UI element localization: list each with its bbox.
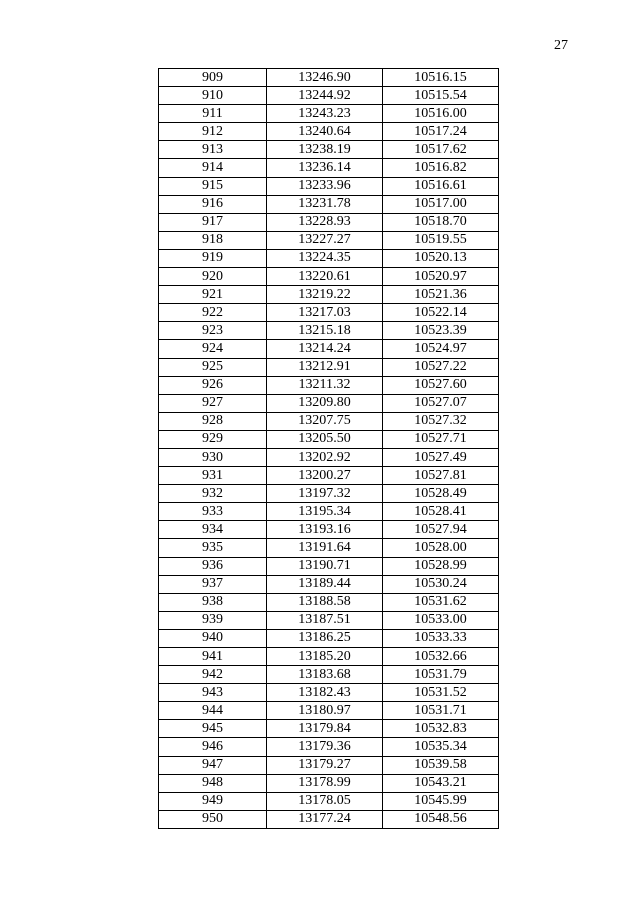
y-coordinate-cell: 10523.39	[383, 322, 499, 340]
point-number-cell: 947	[159, 756, 267, 774]
y-coordinate-cell: 10543.21	[383, 774, 499, 792]
page-number: 27	[554, 38, 568, 53]
x-coordinate-cell: 13200.27	[267, 467, 383, 485]
x-coordinate-cell: 13212.91	[267, 358, 383, 376]
x-coordinate-cell: 13238.19	[267, 141, 383, 159]
point-number-cell: 928	[159, 412, 267, 430]
point-number-cell: 919	[159, 249, 267, 267]
y-coordinate-cell: 10531.62	[383, 593, 499, 611]
table-row	[159, 322, 499, 340]
table-row	[159, 123, 499, 141]
x-coordinate-cell: 13214.24	[267, 340, 383, 358]
x-coordinate-cell: 13179.27	[267, 756, 383, 774]
point-number-cell: 933	[159, 503, 267, 521]
x-coordinate-cell: 13178.05	[267, 792, 383, 810]
x-coordinate-cell: 13240.64	[267, 123, 383, 141]
x-coordinate-cell: 13207.75	[267, 412, 383, 430]
table-row	[159, 539, 499, 557]
y-coordinate-cell: 10527.71	[383, 430, 499, 448]
y-coordinate-cell: 10516.82	[383, 159, 499, 177]
y-coordinate-cell: 10520.97	[383, 268, 499, 286]
table-row	[159, 575, 499, 593]
y-coordinate-cell: 10528.49	[383, 485, 499, 503]
table-row	[159, 648, 499, 666]
y-coordinate-cell: 10520.13	[383, 249, 499, 267]
point-number-cell: 936	[159, 557, 267, 575]
x-coordinate-cell: 13209.80	[267, 394, 383, 412]
y-coordinate-cell: 10528.00	[383, 539, 499, 557]
point-number-cell: 914	[159, 159, 267, 177]
point-number-cell: 923	[159, 322, 267, 340]
point-number-cell: 918	[159, 231, 267, 249]
table-row	[159, 430, 499, 448]
table-row	[159, 684, 499, 702]
point-number-cell: 935	[159, 539, 267, 557]
y-coordinate-cell: 10519.55	[383, 231, 499, 249]
x-coordinate-cell: 13193.16	[267, 521, 383, 539]
table-row	[159, 611, 499, 629]
table-row	[159, 756, 499, 774]
point-number-cell: 926	[159, 376, 267, 394]
coordinates-table-body	[159, 69, 499, 829]
point-number-cell: 945	[159, 720, 267, 738]
point-number-cell: 910	[159, 87, 267, 105]
y-coordinate-cell: 10531.79	[383, 666, 499, 684]
point-number-cell: 915	[159, 177, 267, 195]
x-coordinate-cell: 13217.03	[267, 304, 383, 322]
point-number-cell: 911	[159, 105, 267, 123]
y-coordinate-cell: 10532.66	[383, 648, 499, 666]
table-row	[159, 159, 499, 177]
table-row	[159, 69, 499, 87]
table-row	[159, 503, 499, 521]
table-row	[159, 249, 499, 267]
point-number-cell: 950	[159, 810, 267, 828]
x-coordinate-cell: 13215.18	[267, 322, 383, 340]
table-row	[159, 177, 499, 195]
x-coordinate-cell: 13183.68	[267, 666, 383, 684]
point-number-cell: 942	[159, 666, 267, 684]
table-row	[159, 268, 499, 286]
x-coordinate-cell: 13187.51	[267, 611, 383, 629]
table-row	[159, 213, 499, 231]
point-number-cell: 929	[159, 430, 267, 448]
y-coordinate-cell: 10517.24	[383, 123, 499, 141]
point-number-cell: 938	[159, 593, 267, 611]
point-number-cell: 932	[159, 485, 267, 503]
point-number-cell: 930	[159, 448, 267, 466]
table-row	[159, 286, 499, 304]
y-coordinate-cell: 10516.00	[383, 105, 499, 123]
y-coordinate-cell: 10521.36	[383, 286, 499, 304]
y-coordinate-cell: 10527.81	[383, 467, 499, 485]
x-coordinate-cell: 13189.44	[267, 575, 383, 593]
table-row	[159, 105, 499, 123]
point-number-cell: 931	[159, 467, 267, 485]
table-row	[159, 702, 499, 720]
x-coordinate-cell: 13195.34	[267, 503, 383, 521]
table-row	[159, 304, 499, 322]
y-coordinate-cell: 10527.22	[383, 358, 499, 376]
x-coordinate-cell: 13191.64	[267, 539, 383, 557]
table-row	[159, 141, 499, 159]
y-coordinate-cell: 10533.00	[383, 611, 499, 629]
x-coordinate-cell: 13185.20	[267, 648, 383, 666]
table-row	[159, 521, 499, 539]
coordinates-table	[158, 68, 499, 829]
table-row	[159, 376, 499, 394]
table-row	[159, 629, 499, 647]
point-number-cell: 944	[159, 702, 267, 720]
y-coordinate-cell: 10528.41	[383, 503, 499, 521]
y-coordinate-cell: 10527.49	[383, 448, 499, 466]
x-coordinate-cell: 13197.32	[267, 485, 383, 503]
table-row	[159, 792, 499, 810]
y-coordinate-cell: 10516.15	[383, 69, 499, 87]
point-number-cell: 946	[159, 738, 267, 756]
y-coordinate-cell: 10515.54	[383, 87, 499, 105]
point-number-cell: 917	[159, 213, 267, 231]
table-row	[159, 195, 499, 213]
y-coordinate-cell: 10518.70	[383, 213, 499, 231]
point-number-cell: 909	[159, 69, 267, 87]
y-coordinate-cell: 10524.97	[383, 340, 499, 358]
x-coordinate-cell: 13219.22	[267, 286, 383, 304]
table-row	[159, 467, 499, 485]
point-number-cell: 949	[159, 792, 267, 810]
table-row	[159, 720, 499, 738]
y-coordinate-cell: 10528.99	[383, 557, 499, 575]
y-coordinate-cell: 10530.24	[383, 575, 499, 593]
x-coordinate-cell: 13246.90	[267, 69, 383, 87]
point-number-cell: 940	[159, 629, 267, 647]
y-coordinate-cell: 10548.56	[383, 810, 499, 828]
point-number-cell: 922	[159, 304, 267, 322]
point-number-cell: 934	[159, 521, 267, 539]
point-number-cell: 912	[159, 123, 267, 141]
x-coordinate-cell: 13182.43	[267, 684, 383, 702]
point-number-cell: 948	[159, 774, 267, 792]
x-coordinate-cell: 13177.24	[267, 810, 383, 828]
y-coordinate-cell: 10516.61	[383, 177, 499, 195]
x-coordinate-cell: 13220.61	[267, 268, 383, 286]
point-number-cell: 937	[159, 575, 267, 593]
table-row	[159, 394, 499, 412]
table-row	[159, 738, 499, 756]
x-coordinate-cell: 13227.27	[267, 231, 383, 249]
x-coordinate-cell: 13243.23	[267, 105, 383, 123]
y-coordinate-cell: 10531.71	[383, 702, 499, 720]
table-row	[159, 358, 499, 376]
x-coordinate-cell: 13233.96	[267, 177, 383, 195]
y-coordinate-cell: 10535.34	[383, 738, 499, 756]
x-coordinate-cell: 13231.78	[267, 195, 383, 213]
x-coordinate-cell: 13180.97	[267, 702, 383, 720]
x-coordinate-cell: 13228.93	[267, 213, 383, 231]
y-coordinate-cell: 10517.00	[383, 195, 499, 213]
table-row	[159, 340, 499, 358]
x-coordinate-cell: 13179.36	[267, 738, 383, 756]
x-coordinate-cell: 13178.99	[267, 774, 383, 792]
point-number-cell: 943	[159, 684, 267, 702]
point-number-cell: 925	[159, 358, 267, 376]
x-coordinate-cell: 13202.92	[267, 448, 383, 466]
point-number-cell: 924	[159, 340, 267, 358]
point-number-cell: 927	[159, 394, 267, 412]
point-number-cell: 913	[159, 141, 267, 159]
x-coordinate-cell: 13186.25	[267, 629, 383, 647]
y-coordinate-cell: 10539.58	[383, 756, 499, 774]
y-coordinate-cell: 10545.99	[383, 792, 499, 810]
x-coordinate-cell: 13211.32	[267, 376, 383, 394]
y-coordinate-cell: 10533.33	[383, 629, 499, 647]
table-row	[159, 666, 499, 684]
x-coordinate-cell: 13205.50	[267, 430, 383, 448]
table-row	[159, 412, 499, 430]
x-coordinate-cell: 13179.84	[267, 720, 383, 738]
x-coordinate-cell: 13224.35	[267, 249, 383, 267]
point-number-cell: 939	[159, 611, 267, 629]
point-number-cell: 921	[159, 286, 267, 304]
point-number-cell: 916	[159, 195, 267, 213]
y-coordinate-cell: 10517.62	[383, 141, 499, 159]
y-coordinate-cell: 10527.07	[383, 394, 499, 412]
y-coordinate-cell: 10532.83	[383, 720, 499, 738]
table-row	[159, 231, 499, 249]
table-row	[159, 557, 499, 575]
x-coordinate-cell: 13236.14	[267, 159, 383, 177]
x-coordinate-cell: 13188.58	[267, 593, 383, 611]
point-number-cell: 941	[159, 648, 267, 666]
y-coordinate-cell: 10527.60	[383, 376, 499, 394]
y-coordinate-cell: 10522.14	[383, 304, 499, 322]
y-coordinate-cell: 10531.52	[383, 684, 499, 702]
table-row	[159, 485, 499, 503]
x-coordinate-cell: 13190.71	[267, 557, 383, 575]
table-row	[159, 774, 499, 792]
y-coordinate-cell: 10527.32	[383, 412, 499, 430]
table-row	[159, 87, 499, 105]
table-row	[159, 593, 499, 611]
table-row	[159, 448, 499, 466]
table-row	[159, 810, 499, 828]
x-coordinate-cell: 13244.92	[267, 87, 383, 105]
point-number-cell: 920	[159, 268, 267, 286]
y-coordinate-cell: 10527.94	[383, 521, 499, 539]
